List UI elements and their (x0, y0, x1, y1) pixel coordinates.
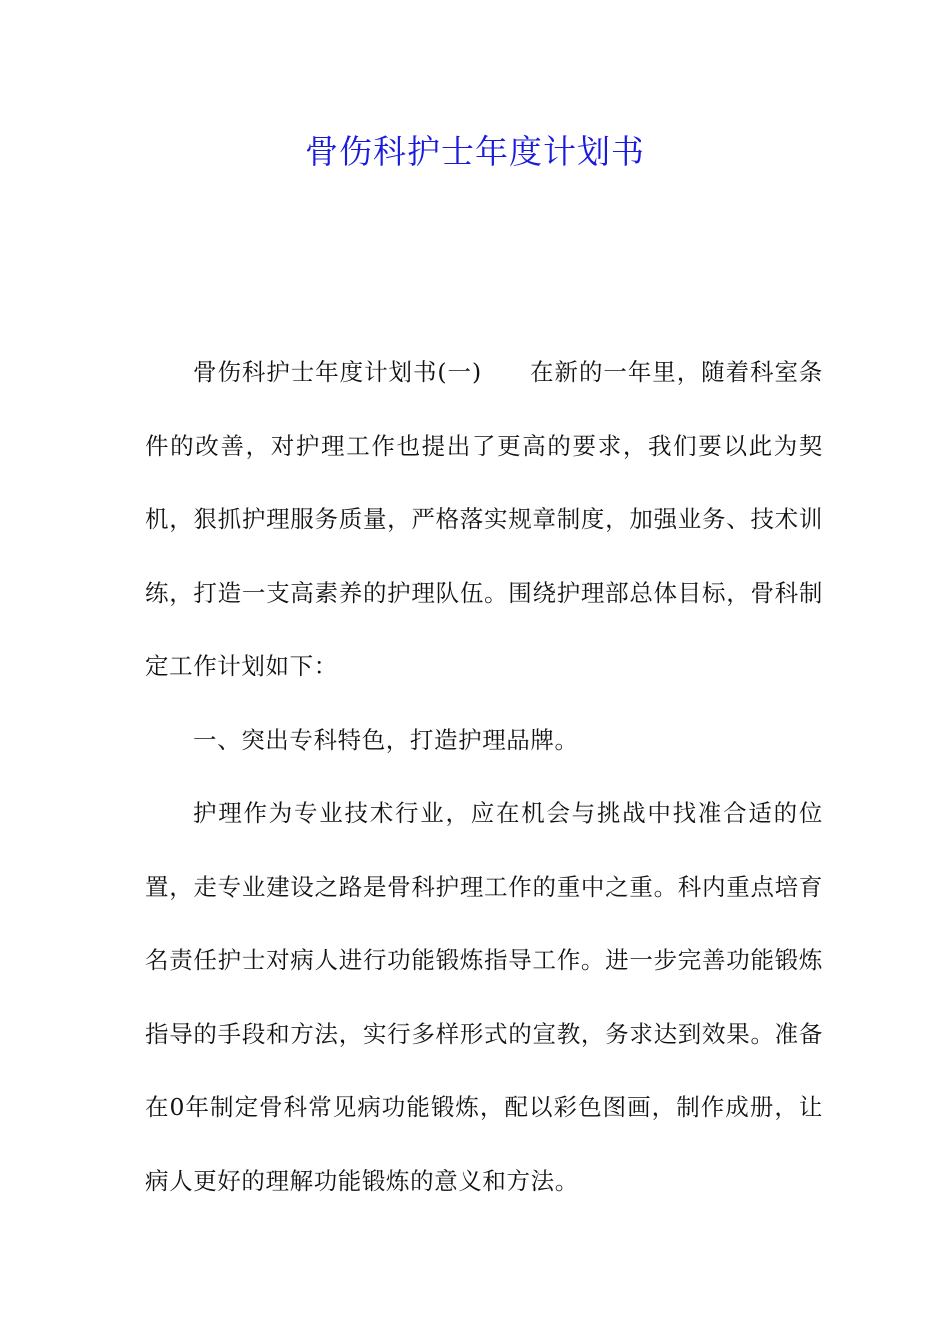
intro-lead: 骨伤科护士年度计划书(一) (193, 358, 482, 386)
document-title: 骨伤科护士年度计划书 (305, 132, 645, 171)
paragraph-intro (145, 336, 823, 704)
intro-text: 在新的一年里，随着科室条件的改善，对护理工作也提出了更高的要求，我们要以此为契机，狠抓护理服务质量，严格落实规章制度，加强业务、技术训练，打造一支高素养的护理队伍。围绕护理部总体目标，骨科制定工作计划如下： (145, 358, 823, 680)
paragraph-section-body: 护理作为专业技术行业，应在机会与挑战中找准合适的位置，走专业建设之路是骨科护理工作的重中之重。科内重点培育名责任护士对病人进行功能锻炼指导工作。进一步完善功能锻炼指导的手段和方法，实行多样形式的宣教，务求达到效果。准备在0年制定骨科常见病功能锻炼，配以彩色图画，制作成册，让病人更好的理解功能锻炼的意义和方法。 (145, 799, 823, 1195)
document-body (145, 336, 823, 1218)
paragraph-section-heading: 一、突出专科特色，打造护理品牌。 (193, 725, 579, 754)
